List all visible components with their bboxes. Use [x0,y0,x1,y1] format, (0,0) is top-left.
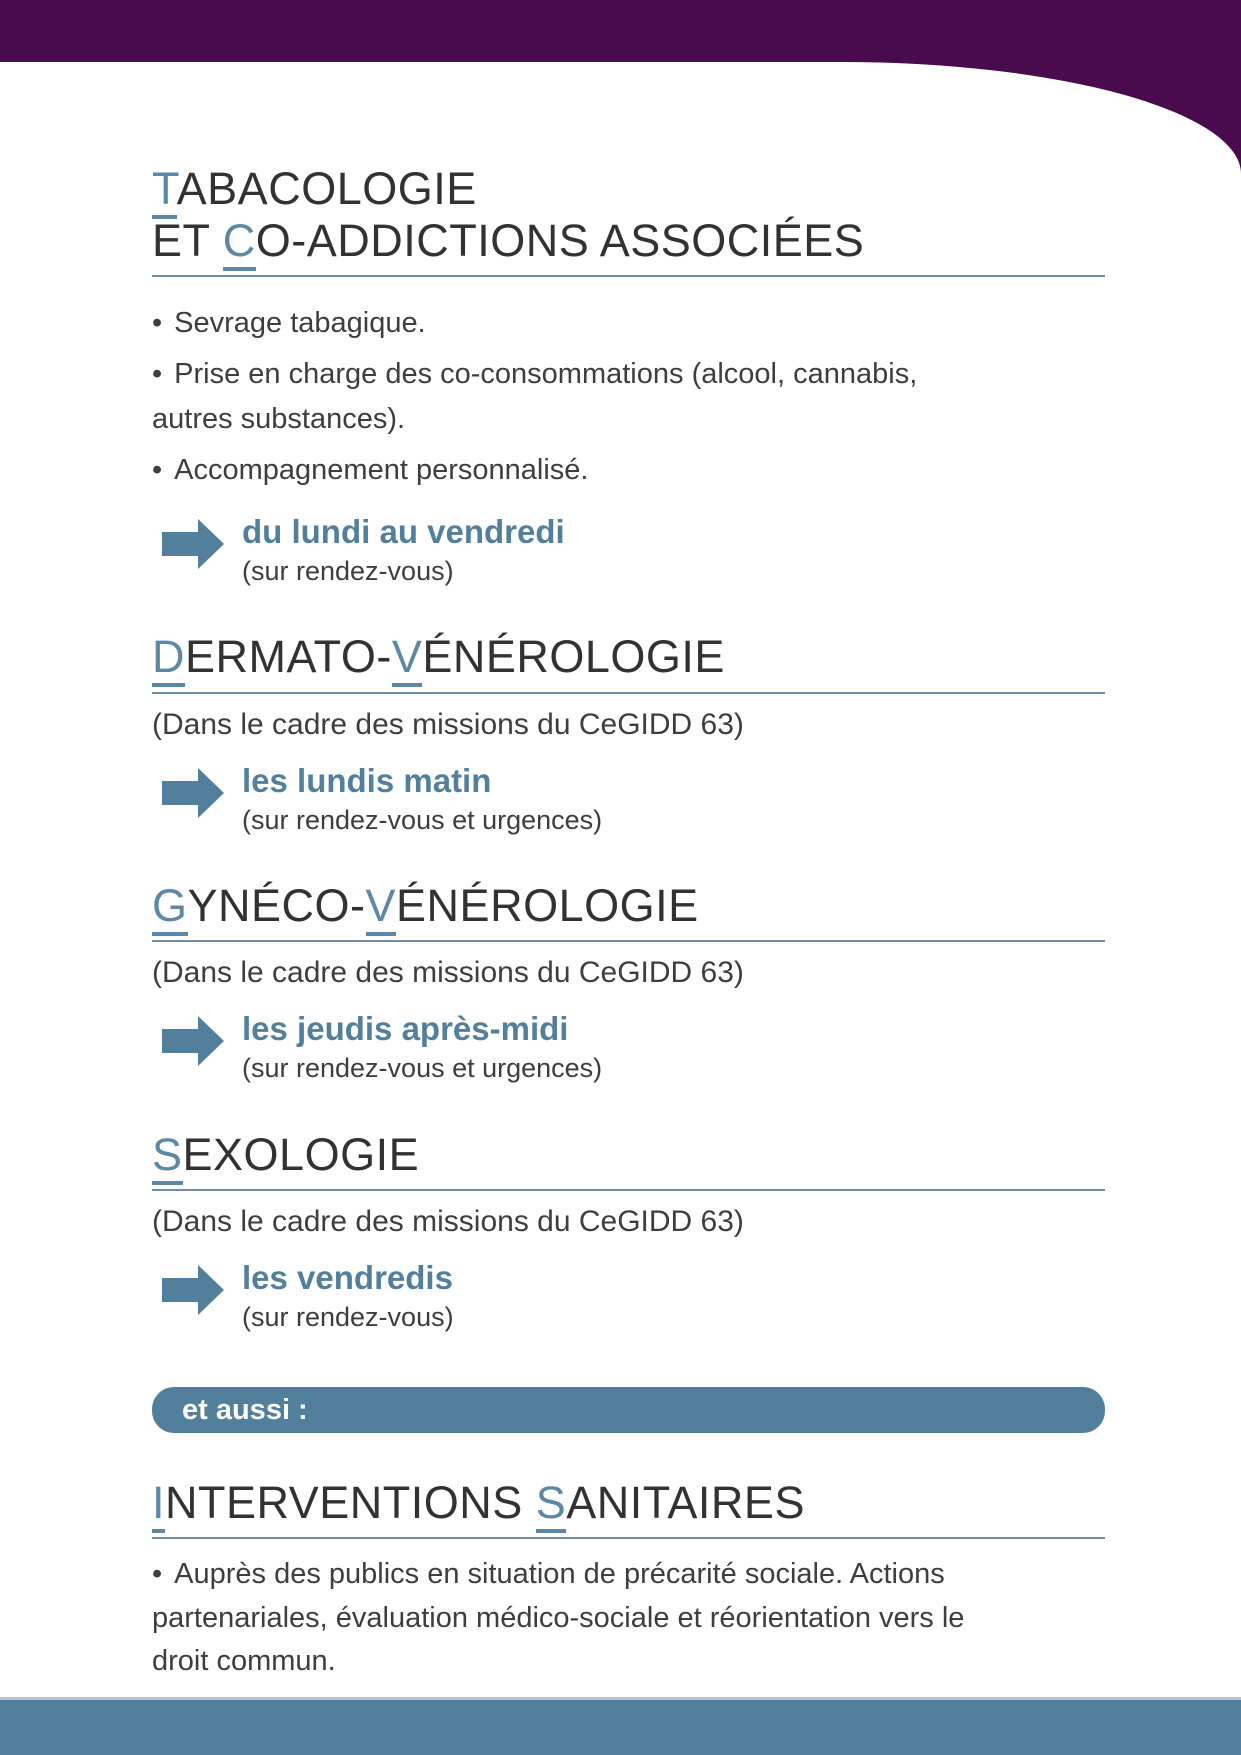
schedule-time: les lundis matin [242,761,492,799]
accent-initial: D [152,631,185,687]
list-item [152,352,922,442]
title-text: O-ADDICTIONS ASSOCIÉES [255,215,865,267]
schedule-note: (sur rendez-vous et urgences) [242,1053,603,1084]
schedule-time: du lundi au vendredi [242,513,565,551]
title-text: ET [152,215,223,267]
title-text: ABACOLOGIE [176,163,477,214]
section-title-dermato-venerologie [152,631,1105,693]
tabacologie-bullet-list [152,301,922,493]
bullet-text: Accompagnement personnalisé. [174,454,589,487]
schedule-time: les jeudis après-midi [242,1010,569,1048]
section-title-gyneco-venerologie [152,880,1105,942]
tabacologie-schedule [162,511,1105,589]
schedule-time: les vendredis [242,1258,453,1296]
title-text: ERMATO- [185,631,392,683]
sexologie-schedule [162,1257,1105,1335]
title-text: YNÉCO- [187,880,366,931]
arrow-right-icon [162,511,226,577]
arrow-right-icon [162,1008,226,1074]
schedule-note: (sur rendez-vous) [242,1301,454,1332]
gyneco-schedule [162,1008,1105,1086]
title-text: NTERVENTIONS [165,1477,536,1529]
content [0,62,1241,1684]
schedule-text [242,1008,602,1086]
accent-initial: S [152,1129,183,1185]
title-line [152,1477,1105,1529]
title-text: ÉNÉROLOGIE [396,880,699,931]
bullet-icon: • [152,358,163,391]
et-aussi-banner [152,1387,1105,1433]
section-title-sexologie [152,1129,1105,1191]
schedule-text [242,760,602,838]
title-line [152,1129,1105,1181]
schedule-note: (sur rendez-vous) [242,556,454,587]
accent-initial: C [223,215,256,271]
cegidd-subtitle: (Dans le cadre des missions du CeGIDD 63) [152,956,744,990]
title-line [152,163,1105,215]
schedule-note: (sur rendez-vous et urgences) [242,804,603,835]
title-text: EXOLOGIE [182,1128,420,1180]
list-item [152,301,922,346]
title-text: ÉNÉROLOGIE [422,631,725,683]
cegidd-subtitle: (Dans le cadre des missions du CeGIDD 63) [152,1204,744,1238]
accent-initial: T [152,163,177,219]
bullet-text: Sevrage tabagique. [174,307,426,340]
list-item [152,448,922,493]
accent-initial: V [366,880,397,936]
arrow-right-icon [162,760,226,826]
title-line [152,215,1105,267]
accent-initial: V [392,631,423,687]
accent-initial: I [152,1477,165,1533]
footer-band [0,1697,1241,1755]
dermato-schedule [162,760,1105,838]
bullet-text: Prise en charge des co-consommations (alcool, cannabis, autres substances). [152,358,918,436]
bullet-text: Auprès des publics en situation de précarité sociale. Actions partenariales, évaluation médico-sociale et réorientation vers le droit commun. [152,1558,965,1678]
section-title-tabacologie [152,163,1105,277]
schedule-text [242,1257,454,1335]
bullet-icon: • [152,454,163,487]
title-text: ANITAIRES [566,1477,805,1529]
cegidd-subtitle: (Dans le cadre des missions du CeGIDD 63) [152,707,744,741]
accent-initial: S [536,1477,567,1533]
title-line [152,631,1105,683]
title-line [152,880,1105,932]
arrow-right-icon [162,1257,226,1323]
banner-label: et aussi : [182,1393,308,1426]
bullet-icon: • [152,307,163,340]
schedule-text [242,511,565,589]
section-title-interventions-sanitaires [152,1477,1105,1539]
bullet-icon: • [152,1558,163,1591]
interventions-paragraph [152,1553,982,1684]
accent-initial: G [152,880,188,936]
